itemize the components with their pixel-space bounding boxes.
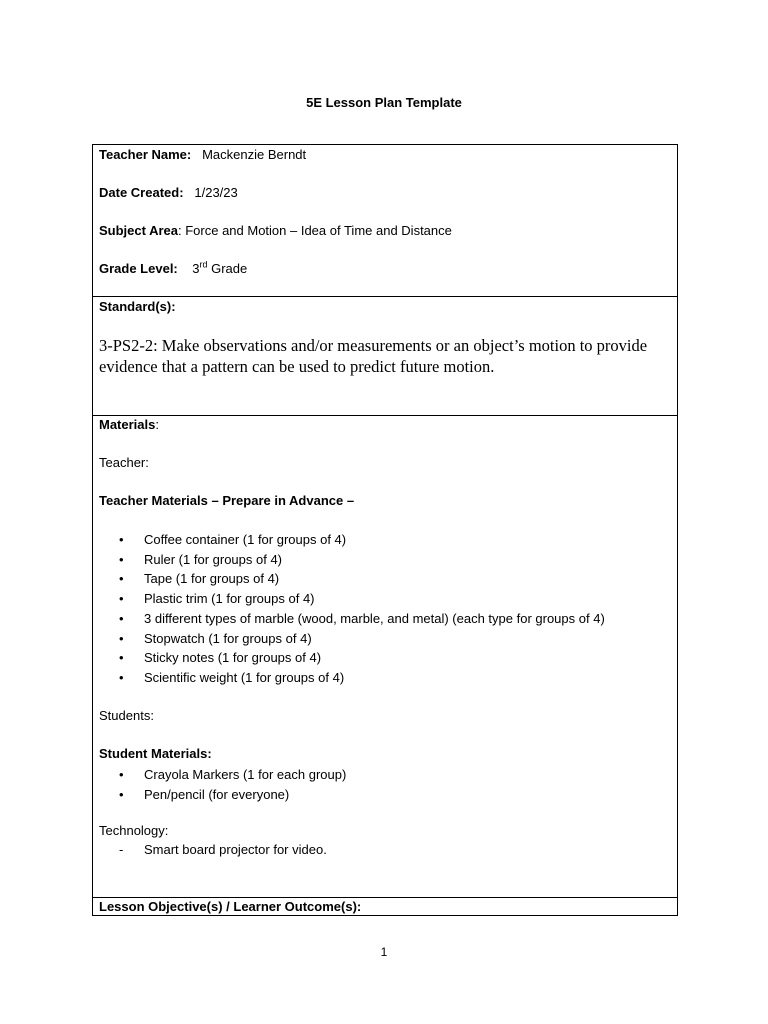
list-item: • Sticky notes (1 for groups of 4) (119, 648, 605, 668)
bullet-icon: • (119, 650, 124, 666)
date-created-row (99, 185, 238, 201)
list-item: • Crayola Markers (1 for each group) (119, 765, 346, 785)
objectives-section (93, 898, 677, 917)
teacher-materials-heading: Teacher Materials – Prepare in Advance – (99, 493, 355, 508)
list-item: • 3 different types of marble (wood, marble, and metal) (each type for groups of 4) (119, 609, 605, 629)
standards-section (93, 297, 677, 416)
materials-label-row (99, 417, 159, 433)
bullet-icon: • (119, 551, 124, 567)
grade-level-label: Grade Level: (99, 261, 178, 276)
list-item: • Stopwatch (1 for groups of 4) (119, 629, 605, 649)
subject-area-label: Subject Area (99, 223, 178, 238)
bullet-icon: • (119, 571, 124, 587)
info-section (93, 145, 677, 297)
grade-level-row (99, 261, 247, 277)
bullet-icon: • (119, 630, 124, 646)
grade-level-number: 3 (192, 261, 200, 276)
technology-item: - Smart board projector for video. (119, 842, 327, 857)
bullet-icon: • (119, 591, 124, 607)
lesson-plan-table (92, 144, 678, 916)
bullet-icon: • (119, 767, 124, 782)
list-item: • Scientific weight (1 for groups of 4) (119, 668, 605, 688)
teacher-name-row (99, 147, 306, 163)
date-created-label: Date Created: (99, 185, 184, 200)
list-item: • Coffee container (1 for groups of 4) (119, 530, 605, 550)
teacher-name-label: Teacher Name: (99, 147, 192, 162)
technology-heading: Technology: (99, 823, 169, 838)
teacher-materials-list (119, 530, 605, 688)
materials-label-colon: : (155, 417, 159, 432)
list-item: • Pen/pencil (for everyone) (119, 785, 346, 805)
grade-level-word: Grade (211, 261, 248, 276)
teacher-heading: Teacher: (99, 455, 149, 470)
student-materials-list (119, 765, 346, 804)
bullet-icon: • (119, 532, 124, 547)
date-created-value: 1/23/23 (194, 185, 238, 200)
list-item: • Plastic trim (1 for groups of 4) (119, 589, 605, 609)
bullet-icon: • (119, 610, 124, 626)
bullet-icon: • (119, 669, 124, 685)
materials-label: Materials (99, 417, 156, 432)
bullet-icon: • (119, 786, 124, 802)
list-item: • Ruler (1 for groups of 4) (119, 550, 605, 570)
standards-text: 3-PS2-2: Make observations and/or measurements or an object’s motion to provide evidence that a pattern can be used to predict future motion. (99, 336, 648, 376)
objectives-label: Lesson Objective(s) / Learner Outcome(s): (99, 899, 362, 914)
document-title: 5E Lesson Plan Template (306, 95, 462, 110)
subject-area-value: : Force and Motion – Idea of Time and Distance (178, 223, 452, 238)
teacher-name-value: Mackenzie Berndt (202, 147, 307, 162)
list-item: • Tape (1 for groups of 4) (119, 569, 605, 589)
subject-area-row (99, 223, 452, 239)
materials-section (93, 416, 677, 898)
grade-level-suffix: rd (199, 259, 208, 270)
standards-label: Standard(s): (99, 299, 176, 314)
students-heading: Students: (99, 708, 154, 723)
student-materials-heading: Student Materials: (99, 746, 212, 761)
dash-icon: - (119, 842, 124, 857)
page-number: 1 (380, 945, 388, 959)
